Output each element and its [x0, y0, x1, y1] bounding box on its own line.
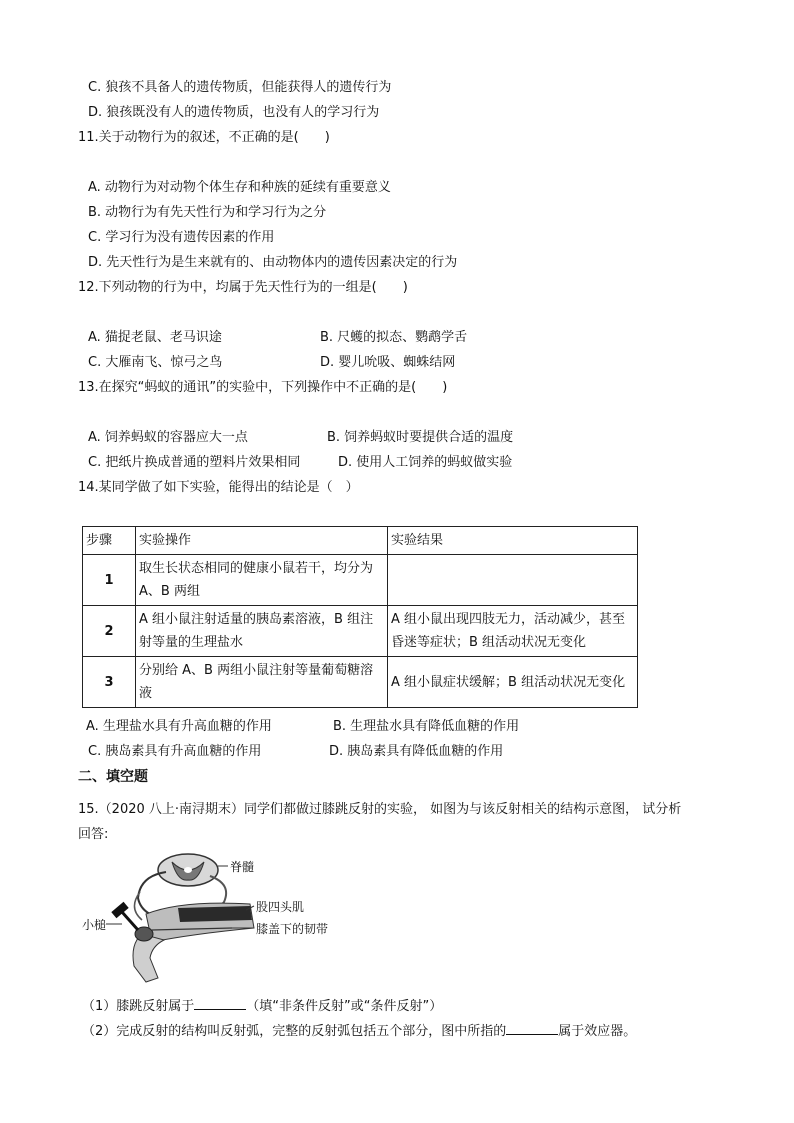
table-row — [83, 606, 638, 657]
table-row — [83, 555, 638, 606]
q15-sub2-text: （2）完成反射的结构叫反射弧，完整的反射弧包括五个部分，图中所指的 — [82, 1024, 507, 1039]
q11-stem: 11.关于动物行为的叙述，不正确的是( ) — [78, 130, 330, 145]
section-title: 二、填空题 — [78, 769, 148, 785]
table-header-step: 步骤 — [83, 527, 136, 555]
q12-option-b: B. 尺蠖的拟态、鹦鹉学舌 — [320, 330, 468, 345]
table-cell-result: A 组小鼠症状缓解；B 组活动状况无变化 — [388, 657, 638, 708]
q14-option-b: B. 生理盐水具有降低血糖的作用 — [333, 719, 520, 734]
table-cell-result — [388, 555, 638, 606]
q10-option-c: C. 狼孩不具备人的遗传物质，但能获得人的遗传行为 — [88, 80, 392, 95]
table-cell-operation: A 组小鼠注射适量的胰岛素溶液，B 组注射等量的生理盐水 — [136, 606, 388, 657]
table-cell-result: A 组小鼠出现四肢无力，活动减少，甚至昏迷等症状；B 组活动状况无变化 — [388, 606, 638, 657]
label-patellar-ligament: 膝盖下的韧带 — [256, 922, 329, 936]
label-quadriceps: 股四头肌 — [256, 900, 305, 914]
q14-option-a: A. 生理盐水具有升高血糖的作用 — [86, 719, 272, 734]
table-header-result: 实验结果 — [388, 527, 638, 555]
q14-option-d: D. 胰岛素具有降低血糖的作用 — [329, 744, 504, 759]
q15-sub1 — [82, 997, 442, 1016]
q10-option-d: D. 狼孩既没有人的遗传物质，也没有人的学习行为 — [88, 105, 380, 120]
answer-blank-2[interactable] — [506, 1022, 558, 1035]
table-cell-step: 3 — [83, 657, 136, 708]
q15-sub2 — [82, 1022, 636, 1041]
q13-option-c: C. 把纸片换成普通的塑料片效果相同 — [88, 455, 301, 470]
table-cell-step: 2 — [83, 606, 136, 657]
answer-blank-1[interactable] — [194, 997, 246, 1010]
q11-option-a: A. 动物行为对动物个体生存和种族的延续有重要意义 — [88, 180, 391, 195]
table-header-row — [83, 527, 638, 555]
q12-option-d: D. 婴儿吮吸、蜘蛛结网 — [320, 355, 456, 370]
q14-option-c: C. 胰岛素具有升高血糖的作用 — [88, 744, 262, 759]
q15-stem-line1: 15.（2020 八上·南浔期末）同学们都做过膝跳反射的实验， 如图为与该反射相关的结构示意图， 试分析 — [78, 802, 682, 817]
q15-stem-line2: 回答: — [78, 827, 109, 842]
table-cell-step: 1 — [83, 555, 136, 606]
q13-option-d: D. 使用人工饲养的蚂蚁做实验 — [338, 455, 513, 470]
q12-option-c: C. 大雁南飞、惊弓之鸟 — [88, 355, 223, 370]
q13-option-b: B. 饲养蚂蚁时要提供合适的温度 — [327, 430, 514, 445]
q15-sub2-tail: 属于效应器。 — [558, 1024, 637, 1039]
q11-option-c: C. 学习行为没有遗传因素的作用 — [88, 230, 275, 245]
q15-sub1-text: （1）膝跳反射属于 — [82, 999, 195, 1014]
table-cell-operation: 分别给 A、B 两组小鼠注射等量葡萄糖溶液 — [136, 657, 388, 708]
knee-jerk-reflex-figure — [82, 848, 352, 988]
q12-stem: 12.下列动物的行为中，均属于先天性行为的一组是( ) — [78, 280, 408, 295]
q14-stem: 14.某同学做了如下实验，能得出的结论是（ ） — [78, 480, 359, 495]
table-header-operation: 实验操作 — [136, 527, 388, 555]
table-row — [83, 657, 638, 708]
q13-option-a: A. 饲养蚂蚁的容器应大一点 — [88, 430, 248, 445]
q15-sub1-hint: （填“非条件反射”或“条件反射”） — [246, 999, 443, 1014]
q11-option-b: B. 动物行为有先天性行为和学习行为之分 — [88, 205, 327, 220]
experiment-table — [82, 526, 638, 708]
q12-option-a: A. 猫捉老鼠、老马识途 — [88, 330, 222, 345]
q11-option-d: D. 先天性行为是生来就有的、由动物体内的遗传因素决定的行为 — [88, 255, 458, 270]
table-cell-operation: 取生长状态相同的健康小鼠若干，均分为A、B 两组 — [136, 555, 388, 606]
knee-reflex-diagram — [82, 848, 352, 988]
label-hammer: 小槌 — [82, 918, 107, 932]
q13-stem: 13.在探究“蚂蚁的通讯”的实验中，下列操作中不正确的是( ) — [78, 380, 448, 395]
label-spinal-cord: 脊髓 — [230, 860, 255, 874]
